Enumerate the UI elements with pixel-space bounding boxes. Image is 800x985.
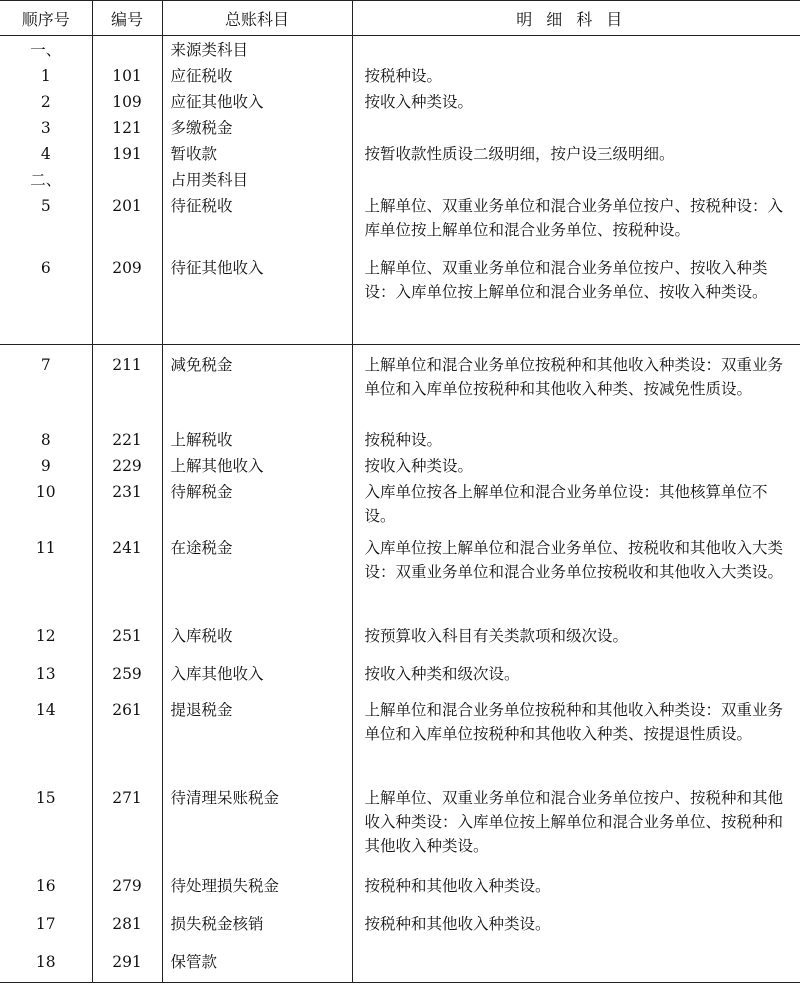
row-seq: 18 [35, 953, 56, 971]
header-code: 编号 [92, 1, 162, 36]
table-row [0, 660, 800, 696]
row-account: 上解税收 [162, 426, 352, 452]
row-code: 211 [92, 344, 162, 426]
row-account: 来源类科目 [162, 36, 352, 63]
row-detail: 上解单位和混合业务单位按税种和其他收入种类设：双重业务单位和入库单位按税种和其他收入种类、按提退性质设。 [352, 696, 800, 784]
row-detail: 按收入种类设。 [352, 452, 800, 478]
row-account: 减免税金 [162, 344, 352, 426]
table-row [0, 192, 800, 254]
row-code: 241 [92, 534, 162, 622]
row-code: 261 [92, 696, 162, 784]
row-code [92, 166, 162, 192]
row-code: 279 [92, 872, 162, 910]
row-detail: 按税种和其他收入种类设。 [352, 910, 800, 948]
row-detail: 按预算收入科目有关类款项和级次设。 [352, 622, 800, 660]
row-account: 待征税收 [162, 192, 352, 254]
row-detail: 按收入种类设。 [352, 88, 800, 114]
row-seq: 15 [35, 789, 56, 807]
table-row [0, 426, 800, 452]
row-seq: 14 [35, 701, 56, 719]
table-row [0, 254, 800, 344]
row-detail: 上解单位、双重业务单位和混合业务单位按户、按税种设：入库单位按上解单位和混合业务单位、按税种设。 [352, 192, 800, 254]
header-seq: 顺序号 [0, 1, 92, 36]
row-seq: 17 [35, 915, 56, 933]
table-row [0, 872, 800, 910]
table-row [0, 140, 800, 166]
row-seq: 2 [40, 93, 51, 111]
row-account: 上解其他收入 [162, 452, 352, 478]
row-seq: 12 [35, 627, 56, 645]
row-account: 多缴税金 [162, 114, 352, 140]
row-detail [352, 948, 800, 982]
table-row [0, 696, 800, 784]
row-code: 281 [92, 910, 162, 948]
row-detail [352, 166, 800, 192]
row-detail: 按税种设。 [352, 62, 800, 88]
row-code [92, 36, 162, 63]
row-code: 101 [92, 62, 162, 88]
table-row [0, 784, 800, 872]
row-code: 259 [92, 660, 162, 696]
row-detail: 上解单位、双重业务单位和混合业务单位按户、按收入种类设：入库单位按上解单位和混合业务单位、按收入种类设。 [352, 254, 800, 344]
row-seq: 一、 [30, 41, 62, 59]
row-seq: 5 [40, 197, 51, 215]
header-row [0, 1, 800, 36]
table-row [0, 166, 800, 192]
row-detail: 入库单位按各上解单位和混合业务单位设：其他核算单位不设。 [352, 478, 800, 534]
row-detail: 上解单位和混合业务单位按税种和其他收入种类设：双重业务单位和入库单位按税种和其他收入种类、按减免性质设。 [352, 344, 800, 426]
row-code: 121 [92, 114, 162, 140]
row-account: 待征其他收入 [162, 254, 352, 344]
row-seq: 二、 [30, 171, 62, 189]
row-code: 201 [92, 192, 162, 254]
row-account: 占用类科目 [162, 166, 352, 192]
row-account: 在途税金 [162, 534, 352, 622]
row-detail [352, 114, 800, 140]
row-detail: 入库单位按上解单位和混合业务单位、按税收和其他收入大类设：双重业务单位和混合业务单位按税收和其他收入大类设。 [352, 534, 800, 622]
row-account: 保管款 [162, 948, 352, 982]
header-detail: 明细科目 [352, 1, 800, 36]
row-account: 入库税收 [162, 622, 352, 660]
table-row [0, 114, 800, 140]
table-row [0, 622, 800, 660]
table-row [0, 88, 800, 114]
row-account: 待解税金 [162, 478, 352, 534]
row-detail: 上解单位、双重业务单位和混合业务单位按户、按税种和其他收入种类设：入库单位按上解单位和混合业务单位、按税种和其他收入种类设。 [352, 784, 800, 872]
row-code: 191 [92, 140, 162, 166]
row-code: 229 [92, 452, 162, 478]
table-row [0, 36, 800, 63]
row-seq: 11 [35, 539, 56, 557]
table-row [0, 478, 800, 534]
row-account: 暂收款 [162, 140, 352, 166]
row-account: 入库其他收入 [162, 660, 352, 696]
row-detail [352, 36, 800, 63]
row-detail: 按税种和其他收入种类设。 [352, 872, 800, 910]
row-code: 209 [92, 254, 162, 344]
row-code: 271 [92, 784, 162, 872]
table-row [0, 948, 800, 982]
table-row [0, 534, 800, 622]
row-detail: 按暂收款性质设二级明细，按户设三级明细。 [352, 140, 800, 166]
row-seq: 13 [35, 665, 56, 683]
row-seq: 9 [40, 457, 51, 475]
row-code: 109 [92, 88, 162, 114]
row-seq: 7 [0, 344, 92, 426]
row-code: 291 [92, 948, 162, 982]
row-account: 待清理呆账税金 [162, 784, 352, 872]
row-account: 损失税金核销 [162, 910, 352, 948]
header-account: 总账科目 [162, 1, 352, 36]
row-code: 221 [92, 426, 162, 452]
row-detail: 按税种设。 [352, 426, 800, 452]
row-seq: 4 [40, 145, 51, 163]
row-detail: 按收入种类和级次设。 [352, 660, 800, 696]
row-code: 231 [92, 478, 162, 534]
row-code: 251 [92, 622, 162, 660]
table-row [0, 452, 800, 478]
table-body [0, 36, 800, 983]
row-account: 应征其他收入 [162, 88, 352, 114]
row-account: 提退税金 [162, 696, 352, 784]
row-seq: 8 [40, 431, 51, 449]
row-seq: 3 [40, 119, 51, 137]
row-account: 待处理损失税金 [162, 872, 352, 910]
table-row [0, 62, 800, 88]
row-seq: 1 [40, 67, 51, 85]
table-row [0, 910, 800, 948]
row-seq: 10 [35, 483, 56, 501]
row-seq: 16 [35, 877, 56, 895]
table-row [0, 344, 800, 426]
row-seq: 6 [40, 259, 51, 277]
row-account: 应征税收 [162, 62, 352, 88]
